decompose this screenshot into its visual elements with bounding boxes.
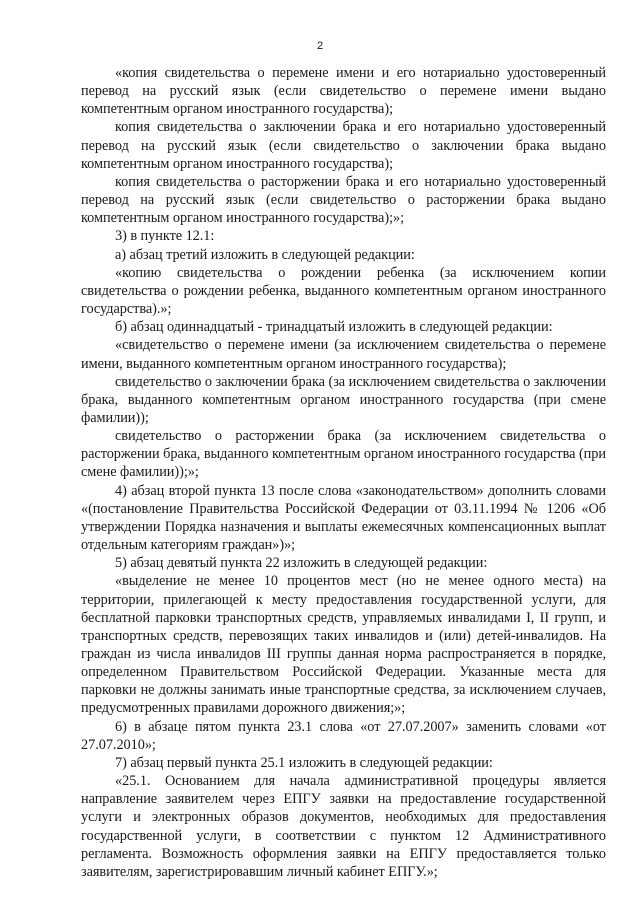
- paragraph-marriage-certificate: свидетельство о заключении брака (за исключением свидетельства о заключении брака, выданного компетентным органом иностранного государства (при смене фамилии));: [81, 373, 606, 426]
- paragraph-item-3: 3) в пункте 12.1:: [115, 228, 215, 245]
- paragraph-item-7: 7) абзац первый пункта 25.1 изложить в следующей редакции:: [115, 754, 493, 771]
- paragraph-item-4: 4) абзац второй пункта 13 после слова «законодательством» дополнить словами «(постановление Правительства Российской Федерации от 03.11.1994 № 1206 «Об утверждении Порядка назначения и выплаты ежемесячных компенсационных выплат отдельным категориям граждан»)»;: [81, 482, 606, 554]
- paragraph-name-change-certificate: «свидетельство о перемене имени (за исключением свидетельства о перемене имени, выданного компетентным органом иностранного государства);: [81, 337, 606, 372]
- paragraph-birth-certificate-copy: «копию свидетельства о рождении ребенка (за исключением копии свидетельства о рождении ребенка, выданного компетентным органом иностранного государства).»;: [81, 264, 606, 318]
- paragraph-item-5: 5) абзац девятый пункта 22 изложить в следующей редакции:: [115, 555, 488, 572]
- paragraph-divorce-certificate: свидетельство о расторжении брака (за исключением свидетельства о расторжении брака, выданного компетентным органом иностранного государства (при смене фамилии));»;: [81, 428, 606, 481]
- paragraph-item-3b: б) абзац одиннадцатый - тринадцатый изложить в следующей редакции:: [115, 319, 553, 336]
- document-body: [81, 64, 606, 881]
- paragraph-item-25-1: «25.1. Основанием для начала административной процедуры является направление заявителем через ЕПГУ заявки на предоставление государственной услуги и электронных образов документов, необходимых для предоставления государственной услуги, в соответствии с пунктом 12 Административного регламента. Возможность оформления заявки на ЕПГУ предоставляется только заявителям, зарегистрировавшим личный кабинет ЕПГУ.»;: [81, 773, 606, 880]
- page-number: 2: [316, 40, 324, 52]
- paragraph-item-3a: а) абзац третий изложить в следующей редакции:: [115, 246, 415, 263]
- paragraph-marriage-copy: копия свидетельства о заключении брака и его нотариально удостоверенный перевод на русский язык (если свидетельство о заключении брака выдано компетентным органом иностранного государства);: [81, 119, 606, 172]
- paragraph-item-6: 6) в абзаце пятом пункта 23.1 слова «от 27.07.2007» заменить словами «от 27.07.2010»;: [81, 718, 606, 753]
- paragraph-name-change-copy: «копия свидетельства о перемене имени и его нотариально удостоверенный перевод на русский язык (если свидетельство о перемене имени выдано компетентным органом иностранного государства);: [81, 65, 606, 118]
- paragraph-parking: «выделение не менее 10 процентов мест (но не менее одного места) на территории, прилегающей к месту предоставления государственной услуги, для бесплатной парковки транспортных средств, управляемых инвалидами I, II групп, и транспортных средств, перевозящих таких инвалидов и (или) детей-инвалидов. На граждан из числа инвалидов III группы данная норма распространяется в порядке, определенном Правительством Российской Федерации. Указанные места для парковки не должны занимать иные транспортные средства, за исключением случаев, предусмотренных правилами дорожного движения;»;: [81, 573, 606, 717]
- paragraph-divorce-copy: копия свидетельства о расторжении брака и его нотариально удостоверенный перевод на русский язык (если свидетельство о расторжении брака выдано компетентным органом иностранного государства);»;: [81, 173, 606, 227]
